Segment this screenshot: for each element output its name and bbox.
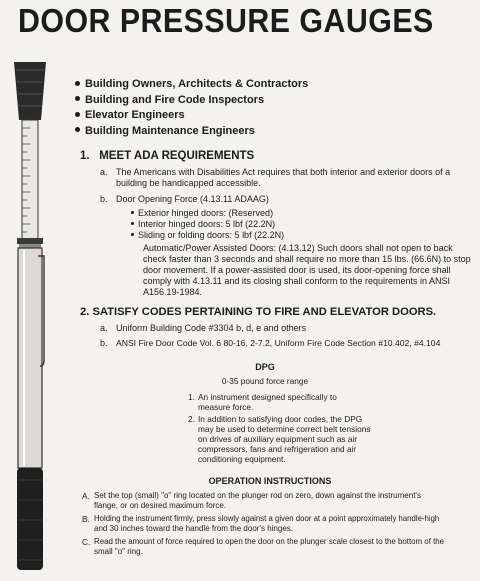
- operation-item-a-line: flange, or on desired maximum force.: [94, 501, 227, 510]
- list-item: Interior hinged doors: 5 lbf (22.2N): [131, 219, 275, 230]
- dpg-item-1-num: 1.: [188, 392, 195, 402]
- bullet-icon: [131, 211, 134, 214]
- operation-item-c-label: C.: [82, 537, 91, 547]
- section-1-item-a-label: a.: [100, 167, 108, 177]
- dpg-item-2-line: compressors, fans and refrigeration and air: [198, 444, 357, 454]
- operation-item-a-line: Set the top (small) "o" ring located on the plunger rod on zero, down against the instrument's: [94, 491, 421, 500]
- bullet-icon: [75, 81, 80, 86]
- bullet-icon: [75, 112, 80, 117]
- list-item: Sliding or folding doors: 5 lbf (22.2N): [131, 230, 284, 241]
- section-1-item-b-label: b.: [100, 194, 108, 204]
- auto-doors-line: door movement. If a power-assisted door is used, its door-opening force shall: [143, 265, 451, 275]
- section-2-heading: 2. SATISFY CODES PERTAINING TO FIRE AND ELEVATOR DOORS.: [80, 306, 437, 318]
- section-2-item-b-label: b.: [100, 338, 108, 348]
- dpg-item-2-line: In addition to satisfying door codes, the DPG: [198, 414, 363, 424]
- operation-item-b-line: and 30 inches toward the handle from the door's hinges.: [94, 524, 293, 533]
- dpg-range: 0-35 pound force range: [221, 376, 309, 386]
- dpg-item-2-num: 2.: [188, 414, 195, 424]
- section-1-heading: 1. MEET ADA REQUIREMENTS: [80, 150, 255, 162]
- operation-item-c-line: Read the amount of force required to open the door on the plunger scale closest to the bottom of the: [94, 537, 445, 546]
- bullet-icon: [131, 222, 134, 225]
- section-1-item-b-text: Door Opening Force (4.13.11 ADAAG): [116, 194, 269, 204]
- section-2-item-a-label: a.: [100, 323, 108, 333]
- auto-doors-line: check faster than 3 seconds and shall require no more than 15 lbs. (66.6N) to stop: [143, 254, 471, 264]
- dpg-item-1-line: measure force.: [198, 402, 254, 412]
- operation-heading: OPERATION INSTRUCTIONS: [208, 476, 332, 486]
- section-1-item-a-line1: The Americans with Disabilities Act requires that both interior and exterior doors of a: [116, 167, 451, 177]
- section-2-item-b-text: ANSI Fire Door Code Vol. 6 80-16, 2-7.2, Uniform Fire Code Section #10.402, #4.104: [116, 338, 441, 348]
- list-item: Exterior hinged doors: (Reserved): [131, 208, 273, 219]
- list-item: Building Maintenance Engineers: [75, 125, 308, 141]
- dpg-item-1-line: An instrument designed specifically to: [198, 392, 337, 402]
- list-item: Elevator Engineers: [75, 109, 308, 125]
- dpg-heading: DPG: [255, 362, 275, 372]
- page-title: DOOR PRESSURE GAUGES: [18, 2, 434, 39]
- bullet-icon: [131, 233, 134, 236]
- door-pressure-gauge-illustration: [8, 60, 52, 575]
- bullet-icon: [75, 96, 80, 101]
- dpg-item-2-line: may be used to determine correct belt tensions: [198, 424, 371, 434]
- dpg-item-2-line: on drives of auxiliary equipment such as air: [198, 434, 358, 444]
- bullet-icon: [75, 127, 80, 132]
- operation-item-a-label: A.: [82, 491, 90, 501]
- operation-item-b-line: Holding the instrument firmly, press slowly against a given door at a point approximately handle-high: [94, 514, 440, 523]
- auto-doors-line: A156.19-1984.: [143, 287, 203, 297]
- list-item: Building Owners, Architects & Contractors: [75, 78, 308, 94]
- auto-doors-line: Automatic/Power Assisted Doors: (4.13.12) Such doors shall not open to back: [143, 243, 453, 253]
- operation-item-b-label: B.: [82, 514, 90, 524]
- section-1-item-a-line2: building be handicapped accessible.: [116, 178, 261, 188]
- audience-list: [75, 78, 308, 140]
- list-item: Building and Fire Code Inspectors: [75, 94, 308, 110]
- section-2-item-a-text: Uniform Building Code #3304 b, d, e and others: [116, 323, 307, 333]
- operation-item-c-line: small "o" ring.: [94, 547, 143, 556]
- auto-doors-line: comply with 4.13.11 and its closing shall conform to the requirements in ANSI: [143, 276, 450, 286]
- dpg-item-2-line: conditioning equipment.: [198, 454, 286, 464]
